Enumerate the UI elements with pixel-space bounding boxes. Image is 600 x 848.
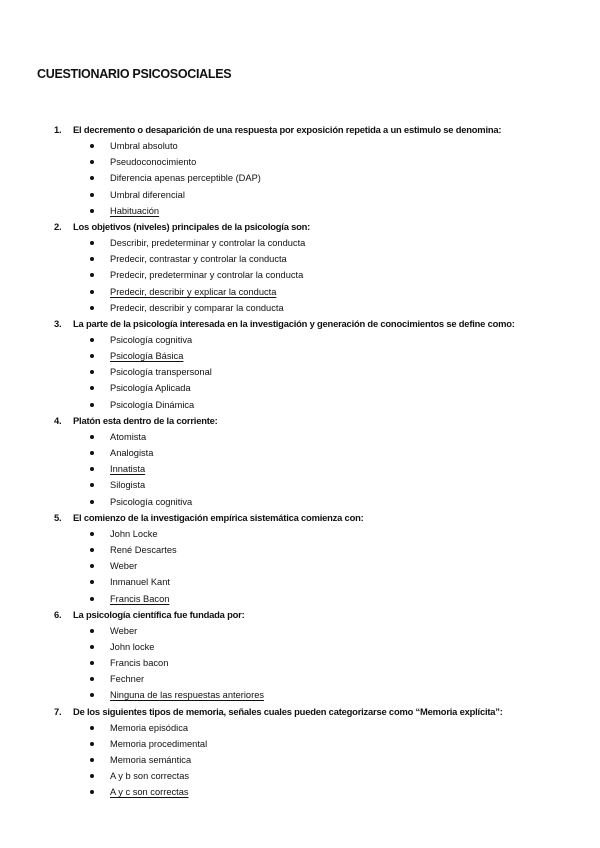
option-text: Predecir, describir y explicar la conducta: [110, 286, 277, 297]
option-text: Psicología cognitiva: [110, 334, 193, 345]
option-item: [54, 655, 584, 671]
bullet-icon: [90, 338, 94, 342]
bullet-icon: [90, 306, 94, 310]
option-item: [54, 154, 584, 170]
question-text: La parte de la psicología interesada en la investigación y generación de conocimientos se define como:: [73, 317, 515, 329]
bullet-icon: [90, 661, 94, 665]
option-text: Francis bacon: [110, 658, 169, 669]
bullet-icon: [90, 386, 94, 390]
option-item: [54, 235, 584, 251]
option-list: [54, 526, 584, 607]
bullet-icon: [90, 193, 94, 197]
bullet-icon: [90, 290, 94, 294]
option-text: Psicología transpersonal: [110, 367, 212, 378]
question-number: 6.: [54, 608, 62, 620]
option-text: Fechner: [110, 674, 145, 685]
option-item: [54, 574, 584, 590]
bullet-icon: [90, 564, 94, 568]
option-item: [54, 300, 584, 316]
bullet-icon: [90, 435, 94, 439]
option-text: Francis Bacon: [110, 593, 170, 604]
option-list: [54, 429, 584, 510]
bullet-icon: [90, 467, 94, 471]
question-text: Los objetivos (niveles) principales de la psicología son:: [73, 220, 311, 232]
question-prompt: [54, 219, 584, 235]
option-text: Weber: [110, 625, 138, 636]
bullet-icon: [90, 790, 94, 794]
question-text: De los siguientes tipos de memoria, señales cuales pueden categorizarse como “Memoria explícita”:: [73, 705, 503, 717]
option-text: Innatista: [110, 464, 146, 475]
option-text: Predecir, predeterminar y controlar la conducta: [110, 270, 304, 281]
option-item: [54, 720, 584, 736]
bullet-icon: [90, 532, 94, 536]
bullet-icon: [90, 209, 94, 213]
bullet-icon: [90, 629, 94, 633]
option-item: [54, 397, 584, 413]
bullet-icon: [90, 677, 94, 681]
option-text: Describir, predeterminar y controlar la conducta: [110, 237, 306, 248]
option-list: [54, 332, 584, 413]
option-item: [54, 364, 584, 380]
option-item: [54, 752, 584, 768]
option-item: [54, 623, 584, 639]
option-item: [54, 526, 584, 542]
option-item-correct: [54, 348, 584, 364]
question-text: La psicología científica fue fundada por:: [73, 608, 245, 620]
bullet-icon: [90, 241, 94, 245]
option-item-correct: [54, 591, 584, 607]
option-item: [54, 267, 584, 283]
option-text: Analogista: [110, 448, 154, 458]
option-item-correct: [54, 784, 584, 800]
bullet-icon: [90, 354, 94, 358]
bullet-icon: [90, 500, 94, 504]
question-item: [54, 510, 584, 607]
option-list: [54, 235, 584, 316]
option-item: [54, 639, 584, 655]
option-item-correct: [54, 687, 584, 703]
question-number: 4.: [54, 414, 62, 426]
option-list: [54, 720, 584, 801]
option-item: [54, 429, 584, 445]
bullet-icon: [90, 257, 94, 261]
question-prompt: [54, 316, 584, 332]
bullet-icon: [90, 144, 94, 148]
option-text: Memoria episódica: [110, 722, 189, 733]
bullet-icon: [90, 548, 94, 552]
bullet-icon: [90, 370, 94, 374]
question-item: [54, 122, 584, 219]
option-text: Silogista: [110, 480, 146, 491]
option-text: Inmanuel Kant: [110, 577, 170, 588]
option-item-correct: [54, 461, 584, 477]
option-text: A y c son correctas: [110, 787, 189, 798]
option-item: [54, 671, 584, 687]
bullet-icon: [90, 693, 94, 697]
option-text: Predecir, describir y comparar la conducta: [110, 302, 284, 313]
option-item: [54, 138, 584, 154]
question-text: El comienzo de la investigación empírica sistemática comienza con:: [73, 511, 364, 523]
question-prompt: [54, 704, 584, 720]
option-list: [54, 623, 584, 704]
option-text: Umbral absoluto: [110, 141, 178, 151]
option-text: John Locke: [110, 528, 158, 539]
option-item: [54, 558, 584, 574]
bullet-icon: [90, 176, 94, 180]
bullet-icon: [90, 758, 94, 762]
question-prompt: [54, 510, 584, 526]
option-item: [54, 736, 584, 752]
question-number: 7.: [54, 705, 62, 717]
option-text: Memoria procedimental: [110, 738, 208, 749]
bullet-icon: [90, 451, 94, 455]
bullet-icon: [90, 403, 94, 407]
option-text: Psicología Básica: [110, 351, 184, 362]
option-item: [54, 251, 584, 267]
question-text: Platón esta dentro de la corriente:: [73, 414, 218, 426]
option-item: [54, 445, 584, 461]
option-item-correct: [54, 284, 584, 300]
option-text: Predecir, contrastar y controlar la conducta: [110, 254, 287, 265]
option-item: [54, 542, 584, 558]
option-item-correct: [54, 203, 584, 219]
bullet-icon: [90, 726, 94, 730]
option-item: [54, 187, 584, 203]
bullet-icon: [90, 273, 94, 277]
question-number: 1.: [54, 124, 62, 135]
option-item: [54, 380, 584, 396]
option-text: Habituación: [110, 205, 160, 216]
question-prompt: [54, 413, 584, 429]
option-text: Weber: [110, 561, 138, 572]
question-item: [54, 219, 584, 316]
option-text: A y b son correctas: [110, 771, 190, 782]
option-item: [54, 494, 584, 510]
option-text: Atomista: [110, 431, 147, 442]
option-text: Psicología cognitiva: [110, 496, 193, 507]
question-number: 3.: [54, 317, 62, 329]
question-item: [54, 704, 584, 801]
question-number: 2.: [54, 220, 62, 232]
option-item: [54, 768, 584, 784]
option-text: John locke: [110, 641, 155, 652]
bullet-icon: [90, 774, 94, 778]
option-list: [54, 138, 584, 219]
bullet-icon: [90, 483, 94, 487]
question-item: [54, 316, 584, 413]
bullet-icon: [90, 580, 94, 584]
question-list: [54, 122, 584, 801]
option-text: Umbral diferencial: [110, 189, 185, 200]
option-item: [54, 332, 584, 348]
question-prompt: [54, 607, 584, 623]
question-text: El decremento o desaparición de una respuesta por exposición repetida a un estimulo se denomina:: [73, 124, 502, 135]
option-item: [54, 477, 584, 493]
option-text: Pseudoconocimiento: [110, 157, 197, 168]
bullet-icon: [90, 160, 94, 164]
question-prompt: [54, 122, 584, 138]
option-text: Memoria semántica: [110, 755, 192, 765]
option-text: René Descartes: [110, 544, 177, 555]
document-title: CUESTIONARIO PSICOSOCIALES: [37, 67, 232, 81]
option-text: Diferencia apenas perceptible (DAP): [110, 173, 261, 184]
question-item: [54, 607, 584, 704]
question-number: 5.: [54, 511, 62, 523]
bullet-icon: [90, 742, 94, 746]
option-text: Psicología Dinámica: [110, 399, 195, 410]
question-item: [54, 413, 584, 510]
bullet-icon: [90, 645, 94, 649]
bullet-icon: [90, 597, 94, 601]
option-item: [54, 170, 584, 186]
option-text: Ninguna de las respuestas anteriores: [110, 690, 265, 701]
option-text: Psicología Aplicada: [110, 383, 191, 394]
